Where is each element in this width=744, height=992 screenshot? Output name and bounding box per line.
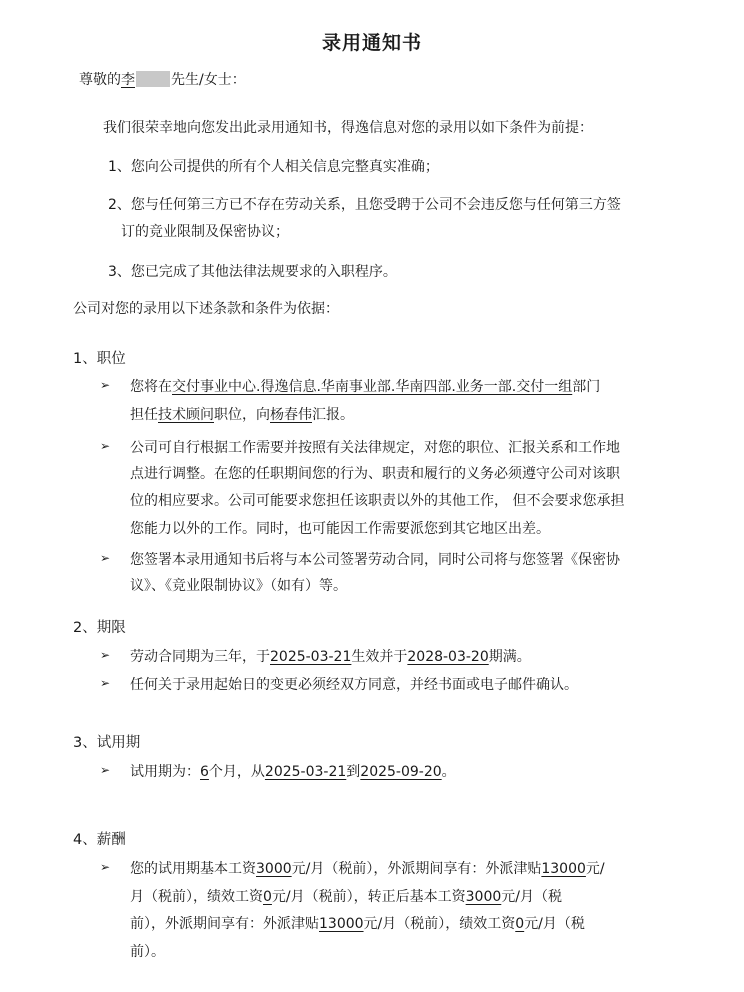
contract-text-line: 议》、《竞业限制协议》（如有）等。 bbox=[130, 578, 347, 594]
salary-line: 月（税前），绩效工资0元/月（税前），转正后基本工资3000元/月（税 bbox=[130, 889, 562, 905]
adjustment-text-line: 点进行调整。在您的任职期间您的行为、职责和履行的义务必须遵守公司对该职 bbox=[130, 466, 620, 482]
adjustment-text-line: 您能力以外的工作。同时，也可能因工作需要派您到其它地区出差。 bbox=[130, 521, 550, 537]
probation-line: 试用期为：6个月，从2025-03-21到2025-09-20。 bbox=[130, 764, 456, 780]
contract-end-date: 2028-03-20 bbox=[407, 649, 489, 665]
manager-value: 杨春伟 bbox=[270, 407, 312, 423]
start-date-change-line: 任何关于录用起始日的变更必须经双方同意，并经书面或电子邮件确认。 bbox=[130, 677, 578, 693]
condition-2-cont: 订的竞业限制及保密协议； bbox=[121, 224, 289, 240]
probation-months: 6 bbox=[200, 764, 209, 780]
section-heading-term: 2、期限 bbox=[73, 620, 126, 636]
contract-text-line: 您签署本录用通知书后将与本公司签署劳动合同，同时公司将与您签署《保密协 bbox=[130, 552, 620, 568]
salutation-suffix: 先生/女士： bbox=[171, 72, 246, 88]
position-role-line: 担任技术顾问职位，向杨春伟汇报。 bbox=[130, 407, 354, 423]
condition-1: 1、您向公司提供的所有个人相关信息完整真实准确； bbox=[108, 159, 439, 175]
condition-2: 2、您与任何第三方已不存在劳动关系，且您受聘于公司不会违反您与任何第三方签 bbox=[108, 197, 621, 213]
section-heading-salary: 4、薪酬 bbox=[73, 832, 126, 848]
salutation-name: 李 bbox=[121, 72, 171, 88]
bullet-arrow-icon: ➢ bbox=[100, 439, 111, 453]
allowance-value: 13000 bbox=[541, 861, 586, 877]
intro-paragraph: 我们很荣幸地向您发出此录用通知书，得逸信息对您的录用以如下条件为前提： bbox=[103, 120, 593, 136]
allowance-value: 13000 bbox=[319, 916, 364, 932]
condition-3: 3、您已完成了其他法律法规要求的入职程序。 bbox=[108, 264, 397, 280]
performance-pay-value: 0 bbox=[515, 916, 525, 932]
performance-pay-value: 0 bbox=[263, 889, 272, 905]
probation-base-salary: 3000 bbox=[256, 861, 292, 877]
contract-start-date: 2025-03-21 bbox=[270, 649, 352, 665]
bullet-arrow-icon: ➢ bbox=[100, 676, 111, 690]
bullet-arrow-icon: ➢ bbox=[100, 378, 111, 392]
bullet-arrow-icon: ➢ bbox=[100, 551, 111, 565]
salary-line: 前）。 bbox=[130, 944, 165, 960]
section-heading-probation: 3、试用期 bbox=[73, 735, 141, 751]
redaction-blur bbox=[136, 71, 170, 87]
adjustment-text-line: 位的相应要求。公司可能要求您担任该职责以外的其他工作， 但不会要求您承担 bbox=[130, 493, 625, 509]
bullet-arrow-icon: ➢ bbox=[100, 860, 111, 874]
salary-line: 前），外派期间享有：外派津贴13000元/月（税前），绩效工资0元/月（税 bbox=[130, 916, 585, 932]
probation-start-date: 2025-03-21 bbox=[264, 764, 347, 780]
document-title: 录用通知书 bbox=[321, 32, 422, 54]
department-value: 交付事业中心.得逸信息.华南事业部.华南四部.业务一部.交付一组 bbox=[172, 379, 573, 395]
position-department-line: 您将在交付事业中心.得逸信息.华南事业部.华南四部.业务一部.交付一组部门 bbox=[130, 379, 601, 395]
role-value: 技术顾问 bbox=[158, 407, 214, 423]
bullet-arrow-icon: ➢ bbox=[100, 763, 111, 777]
adjustment-text-line: 公司可自行根据工作需要并按照有关法律规定，对您的职位、汇报关系和工作地 bbox=[130, 440, 620, 456]
probation-end-date: 2025-09-20 bbox=[360, 764, 442, 780]
bullet-arrow-icon: ➢ bbox=[100, 648, 111, 662]
contract-term-line: 劳动合同期为三年，于2025-03-21生效并于2028-03-20期满。 bbox=[130, 649, 531, 665]
section-heading-position: 1、职位 bbox=[73, 351, 126, 367]
salary-line: 您的试用期基本工资3000元/月（税前），外派期间享有：外派津贴13000元/ bbox=[130, 861, 605, 877]
regular-base-salary: 3000 bbox=[465, 889, 502, 905]
salutation-prefix: 尊敬的 bbox=[79, 72, 121, 88]
basis-paragraph: 公司对您的录用以下述条款和条件为依据： bbox=[73, 301, 339, 317]
salutation bbox=[79, 69, 246, 89]
